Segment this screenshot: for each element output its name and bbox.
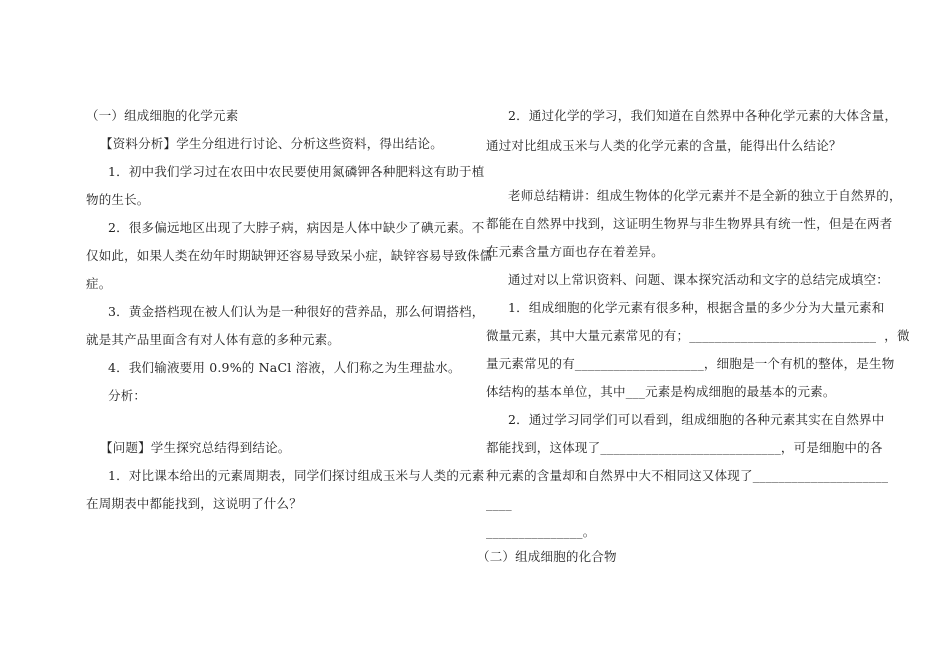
fill-item-1-line-4: [486, 377, 870, 407]
difference-blank-continued[interactable]: ____: [486, 496, 512, 511]
fill-item-2-line-1: 2．通过学习同学们可以看到，组成细胞的各种元素其实在自然界中: [508, 412, 885, 427]
fill-item-1-text-f: 元素是构成细胞的最基本的元素。: [645, 384, 836, 399]
fill-item-1-text-e: 体结构的基本单位，其中: [486, 384, 626, 399]
material-item-2-line-3: 症。: [86, 276, 112, 291]
teacher-summary-line-3: 在元素含量方面也存在着差异。: [486, 244, 664, 259]
section-heading-elements: （一）组成细胞的化学元素: [86, 108, 239, 123]
material-item-1-line-2: 物的生长。: [86, 192, 150, 207]
fill-item-2-text-c: 种元素的含量却和自然界中大不相同这又体现了: [486, 468, 753, 483]
section-heading-compounds: （二）组成细胞的化合物: [477, 549, 617, 564]
fill-item-1-line-2: [486, 321, 910, 351]
basic-element-blank[interactable]: ___: [625, 384, 646, 399]
trace-elements-blank[interactable]: ____________________: [574, 356, 704, 371]
question-2-line-2: 通过对比组成玉米与人类的化学元素的含量，能得出什么结论？: [486, 138, 842, 153]
material-item-2-line-1: 2．很多偏远地区出现了大脖子病，病因是人体中缺少了碘元素。不: [108, 220, 485, 235]
fill-item-1-text-d: ，细胞是一个有机的整体，是生物: [703, 356, 895, 371]
material-item-3-line-1: 3．黄金搭档现在被人们认为是一种很好的营养品，那么何谓搭档，: [108, 304, 485, 319]
material-item-4: 4．我们输液要用 0.9%的 NaCl 溶液，人们称之为生理盐水。: [108, 360, 461, 375]
fill-item-2-text-a: 都能找到，这体现了: [486, 440, 601, 455]
difference-blank-end[interactable]: _______________。: [486, 524, 596, 539]
question-2-line-1: 2．通过化学的学习，我们知道在自然界中各种化学元素的大体含量，: [508, 108, 898, 123]
question-1-line-2: 在周期表中都能找到，这说明了什么？: [86, 496, 302, 511]
fill-item-1-text-b: ，微: [884, 328, 910, 343]
major-elements-blank[interactable]: _____________________________: [689, 328, 877, 343]
material-item-3-line-2: 就是其产品里面含有对人体有意的多种元素。: [86, 332, 341, 347]
fill-item-1-text-a: 微量元素，其中大量元素常见的有；: [486, 328, 690, 343]
fill-item-2-line-2: [486, 433, 883, 463]
fill-item-1-line-1: 1．组成细胞的化学元素有很多种，根据含量的多少分为大量元素和: [508, 300, 885, 315]
material-item-1-line-1: 1．初中我们学习过在农田中农民要使用氮磷钾各种肥料这有助于植: [108, 164, 485, 179]
unity-blank[interactable]: ____________________________: [600, 440, 781, 455]
fill-item-1-line-3: [486, 349, 895, 379]
fill-item-1-text-c: 量元素常见的有: [486, 356, 575, 371]
question-intro: 【问题】学生探究总结得到结论。: [100, 440, 291, 455]
material-analysis-intro: 【资料分析】学生分组进行讨论、分析这些资料，得出结论。: [100, 136, 443, 151]
question-1-line-1: 1．对比课本给出的元素周期表，同学们探讨组成玉米与人类的元素: [108, 468, 485, 483]
difference-blank[interactable]: _____________________: [752, 468, 889, 483]
teacher-summary-line-1: 老师总结精讲：组成生物体的化学元素并不是全新的独立于自然界的，: [508, 188, 902, 203]
fill-in-intro: 通过对以上常识资料、问题、课本探究活动和文字的总结完成填空：: [508, 272, 890, 287]
fill-item-2-text-b: ，可是细胞中的各: [780, 440, 883, 455]
analysis-label: 分析：: [108, 388, 147, 403]
material-item-2-line-2: 仅如此，如果人类在幼年时期缺钾还容易导致呆小症，缺锌容易导致侏儒: [86, 248, 493, 263]
fill-item-2-line-3: [486, 461, 889, 491]
teacher-summary-line-2: 都能在自然界中找到，这证明生物界与非生物界具有统一性，但是在两者: [486, 216, 893, 231]
